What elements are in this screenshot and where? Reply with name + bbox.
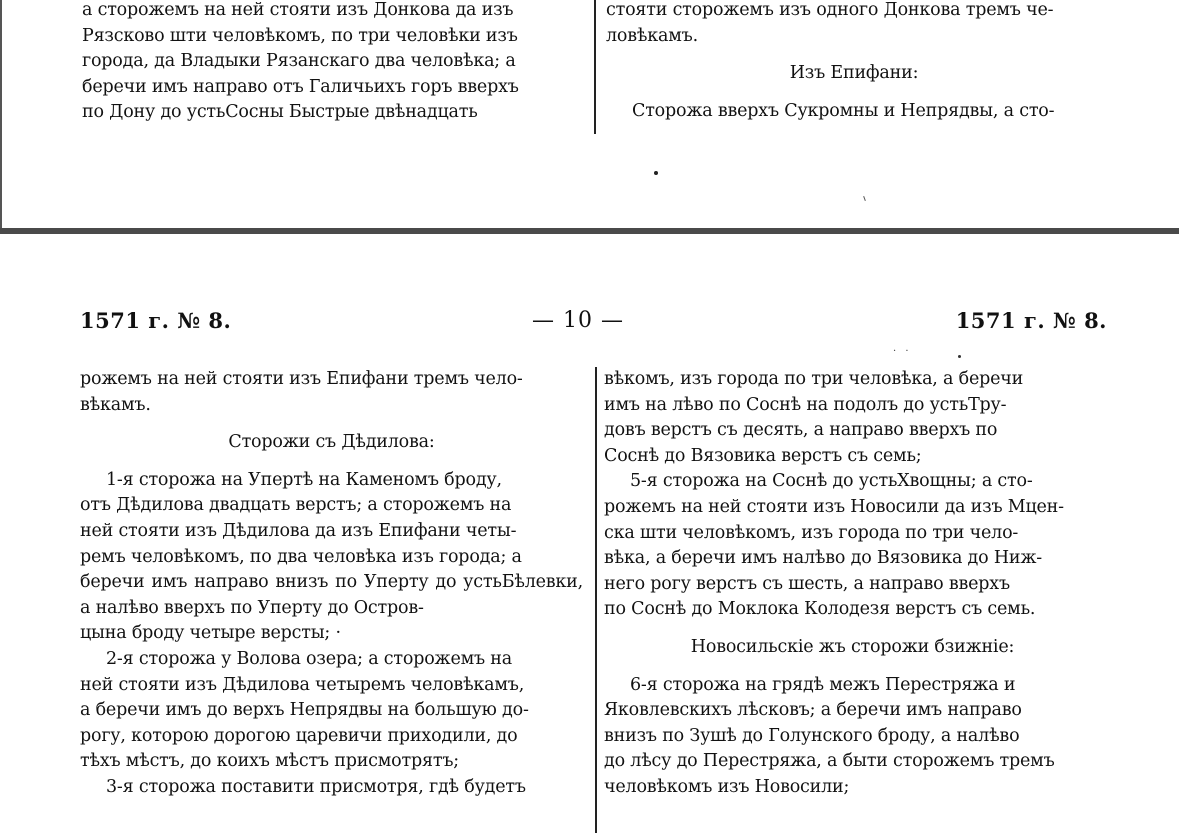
scan-speck: · · — [893, 346, 912, 357]
text-line: 6-я сторожа на грядѣ межъ Перестряжа и — [630, 674, 1016, 695]
text-line: по Дону до устьСосны Быстрые двѣнадцать — [82, 102, 478, 123]
page-header-right: 1571 г. № 8. — [955, 308, 1107, 333]
text-line: вѣка, а беречи имъ налѣво до Вязовика до Ниж- — [604, 548, 1042, 569]
text-line: рожемъ на ней стояти изъ Новосили да изъ Мцен- — [604, 496, 1064, 517]
text-line: ска шти человѣкомъ, изъ города по три чело- — [604, 522, 1019, 543]
text-line: стояти сторожемъ изъ одного Донкова тремъ че- — [606, 0, 1054, 20]
text-line: до лѣсу до Перестряжа, а быти сторожемъ тремъ — [604, 751, 1055, 772]
text-line: него рогу верстъ съ шесть, а направо вверхъ — [604, 573, 1010, 594]
text-line: Соснѣ до Вязовика верстъ съ семь; — [604, 445, 922, 466]
left-column — [80, 367, 583, 801]
text-line: вѣкамъ. — [80, 394, 151, 415]
text-line: беречи имъ направо внизъ по Уперту до устьБѣлевки, а налѣво вверхъ по Уперту до Остров- — [80, 572, 583, 618]
text-line: а сторожемъ на ней стояти изъ Донкова да изъ — [82, 0, 514, 20]
page-header-left: 1571 г. № 8. — [80, 308, 232, 333]
column-divider — [594, 0, 596, 134]
text-line: ней стояти изъ Дѣдилова да изъ Епифани четы- — [80, 520, 517, 541]
text-line: Рязсково шти человѣкомъ, по три человѣки изъ — [82, 25, 518, 46]
text-line: рожемъ на ней стояти изъ Епифани тремъ чело- — [80, 369, 523, 389]
section-heading: Изъ Епифани: — [789, 63, 919, 84]
text-line: отъ Дѣдилова двадцать верстъ; а сторожемъ на — [80, 495, 512, 516]
top-left-column — [82, 0, 585, 126]
section-heading: Сторожи съ Дѣдилова: — [228, 432, 435, 453]
column-divider — [595, 367, 597, 833]
text-line: 3-я сторожа поставити присмотря, гдѣ будетъ — [106, 776, 526, 797]
text-line: внизъ по Зушѣ до Голунского броду, а налѣво — [604, 725, 1020, 746]
text-line: ней стояти изъ Дѣдилова четыремъ человѣкамъ, — [80, 674, 525, 695]
scan-speck — [958, 355, 961, 358]
previous-page-fragment — [0, 0, 1179, 228]
text-line: вѣкомъ, изъ города по три человѣка, а беречи — [604, 369, 1024, 389]
section-heading: Новосильскіе жъ сторожи бзижніе: — [690, 636, 1015, 657]
text-line: довъ верстъ съ десять, а направо вверхъ по — [604, 420, 998, 441]
text-line: рогу, которою дорогою царевичи приходили, до — [80, 725, 518, 746]
page-number: — 10 — — [532, 308, 624, 333]
right-column — [604, 367, 1101, 801]
text-line: Сторожа вверхъ Сукромны и Непрядвы, а сто- — [632, 100, 1055, 121]
text-line: а беречи имъ до верхъ Непрядвы на большую до- — [80, 700, 529, 721]
document-page — [0, 234, 1179, 833]
text-line: Яковлевскихъ лѣсковъ; а беречи имъ направо — [604, 700, 1022, 721]
top-right-column — [606, 0, 1102, 124]
text-line: имъ на лѣво по Соснѣ на подолъ до устьТру- — [604, 394, 1007, 415]
text-line: 1-я сторожа на Упертѣ на Каменомъ броду, — [106, 469, 502, 490]
text-line: ловѣкамъ. — [606, 25, 698, 46]
text-line: тѣхъ мѣстъ, до коихъ мѣстъ присмотрятъ; — [80, 751, 459, 772]
text-line: цына броду четыре версты; · — [80, 623, 341, 644]
text-line: 5-я сторожа на Соснѣ до устьХвощны; а сто- — [630, 471, 1033, 492]
scan-speck — [863, 196, 866, 201]
scan-speck — [654, 171, 658, 175]
text-line: беречи имъ направо отъ Галичьихъ горъ вверхъ — [82, 76, 519, 97]
text-line: 2-я сторожа у Волова озера; а сторожемъ на — [106, 648, 513, 669]
text-line: по Соснѣ до Моклока Колодезя верстъ съ семь. — [604, 599, 1036, 620]
text-line: ремъ человѣкомъ, по два человѣка изъ города; а — [80, 546, 522, 567]
text-line: человѣкомъ изъ Новосили; — [604, 776, 850, 797]
text-line: города, да Владыки Рязанскаго два человѣка; а — [82, 51, 516, 72]
